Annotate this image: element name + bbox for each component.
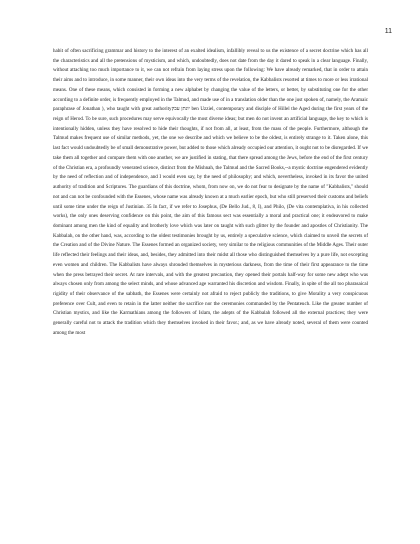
page-number: 11 <box>384 28 392 35</box>
body-paragraph: habit of often sacrificing grammar and history to the interest of an exalted idealism, infallibly reveal to us the existence of a secret doctrine which has all the characteristics and all the pretensions of mysticism, and which, undoubtedly, does not date from the day it dared to speak in a clear language. Finally, without attaching too much importance to it, we can not refrain from laying stress upon the following: We have already remarked, that in order to attain their aims and to introduce, in some manner, their own ideas into the very terms of the revelation, the Kabbalists resorted at times to more or less irrational means. One of these means, which consisted in forming a new alphabet by changing the value of the letters, or better, by substituting one for the other according to a definite order, is frequently employed in the Talmud, and made use of in a translation older than the one just spoken of, namely, the Aramaic paraphrase of Jonathan ), who taught with great authorityיונתן עבק ben Uzziel, contemporary and disciple of Hillel the Aged during the first years of the reign of Herod. To be sure, such procedures may serve equivocally the most diverse ideas; but men do not invent an artificial language, the key to which is intentionally hidden, unless they have resolved to hide their thoughts, if not from all, at least, from the mass of the people. Furthermore, although the Talmud makes frequent use of similar methods, yet, the one we describe and which we believe to be the oldest, is entirely strange to it. Taken alone, this last fact would undoubtedly be of small demonstrative power, but added to those which already occupied our attention, it ought not to be disregarded. If we take them all together and compare them with one another, we are justified in stating, that there spread among the Jews, before the end of the first century of the Christian era, a profoundly venerated science, distinct from the Mishnah, the Talmud and the Sacred Books,--a mystic doctrine engendered evidently by the need of reflection and of independence, and I would even say, by the need of philosophy; and which, nevertheless, invoked in its favor the united authority of tradition and Scriptures. The guardians of this doctrine, whom, from now on, we do not fear to designate by the name of "Kabbalists," should not and can not be confounded with the Essenes, whose name was already known at a much earlier epoch, but who still preserved their customs and beliefs until some time under the reign of Justinian. 35 In fact, if we refer to Josephus, (De Bello Jud., 8, I), and Philo, (De vita contemplativa, in his collected works), the only ones deserving confidence on this point, the aim of this famous sect was essentially a moral and practical one; it endeavored to make dominant among men the kind of equality and brotherly love which was later on taught with such glitter by the founder and apostles of Christianity. The Kabbalah, on the other hand, was, according to the oldest testimonies brought by us, entirely a speculative science, which claimed to unveil the secrets of the Creation and of the Divine Nature. The Essenes formed an organized society, very similar to the religious communities of the Middle Ages. Their outer life reflected their feelings and their ideas, and, besides, they admitted into their midst all those who distinguished themselves by a pure life, not excepting even women and children. The Kabbalists have always shrouded themselves in mysterious darkness, from the time of their first appearance to the time when the press betrayed their secret. At rare intervals, and with the greatest precaution, they opened their portals half-way for some new adept who was always chosen only from among the select minds, and whose advanced age warranted his discretion and wisdom. Finally, in spite of the all too pharasaical rigidity of their observance of the sabbath, the Essenes were certainly not afraid to reject publicly the traditions, to give Morality a very conspicuous preference over Cult, and even to retain in the latter neither the sacrifice nor the ceremonies commanded by the Pentateuch. Like the greater number of Christian mystics, and like the Karmathians among the followers of Islam, the adepts of the Kabbalah followed all the external practices; they were generally careful not to attack the tradition which they themselves invoked in their favor.; and, as we have already noted, several of them were counted among the most <box>53 48 369 336</box>
